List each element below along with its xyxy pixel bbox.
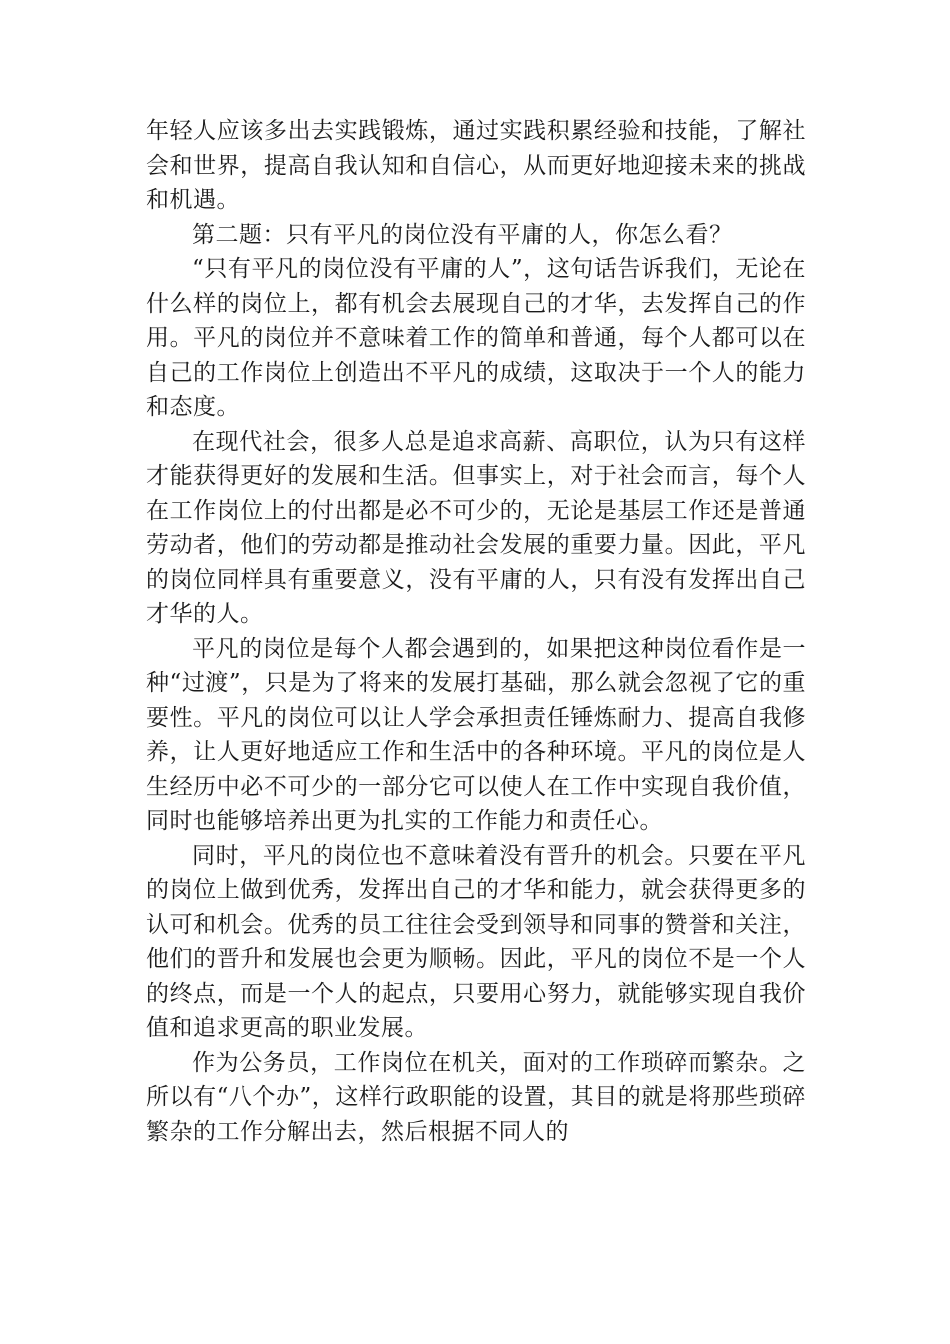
paragraph: 在现代社会，很多人总是追求高薪、高职位，认为只有这样才能获得更好的发展和生活。但事实上，对于社会而言，每个人在工作岗位上的付出都是必不可少的，无论是基层工作还是普通劳动者，他们的劳动都是推动社会发展的重要力量。因此，平凡的岗位同样具有重要意义，没有平庸的人，只有没有发挥出自己才华的人。 [146,428,806,627]
paragraph-continued: 年轻人应该多出去实践锻炼，通过实践积累经验和技能，了解社会和世界，提高自我认知和自信心，从而更好地迎接未来的挑战和机遇。 [146,118,806,213]
paragraph: 作为公务员，工作岗位在机关，面对的工作琐碎而繁杂。之所以有“八个办”，这样行政职能的设置，其目的就是将那些琐碎繁杂的工作分解出去，然后根据不同人的 [146,1049,806,1145]
paragraph: “只有平凡的岗位没有平庸的人”，这句话告诉我们，无论在什么样的岗位上，都有机会去展现自己的才华，去发挥自己的作用。平凡的岗位并不意味着工作的简单和普通，每个人都可以在自己的工作岗位上创造出不平凡的成绩，这取决于一个人的能力和态度。 [146,256,806,420]
paragraph: 平凡的岗位是每个人都会遇到的，如果把这种岗位看作是一种“过渡”，只是为了将来的发展打基础，那么就会忽视了它的重要性。平凡的岗位可以让人学会承担责任锤炼耐力、提高自我修养，让人更好地适应工作和生活中的各种环境。平凡的岗位是人生经历中必不可少的一部分它可以使人在工作中实现自我价值，同时也能够培养出更为扎实的工作能力和责任心。 [146,635,806,834]
paragraph: 同时，平凡的岗位也不意味着没有晋升的机会。只要在平凡的岗位上做到优秀，发挥出自己的才华和能力，就会获得更多的认可和机会。优秀的员工往往会受到领导和同事的赞誉和关注，他们的晋升和发展也会更为顺畅。因此，平凡的岗位不是一个人的终点，而是一个人的起点，只要用心努力，就能够实现自我价值和追求更高的职业发展。 [146,842,806,1041]
question-heading: 第二题：只有平凡的岗位没有平庸的人，你怎么看？ [192,221,733,248]
body-text [146,114,806,1149]
